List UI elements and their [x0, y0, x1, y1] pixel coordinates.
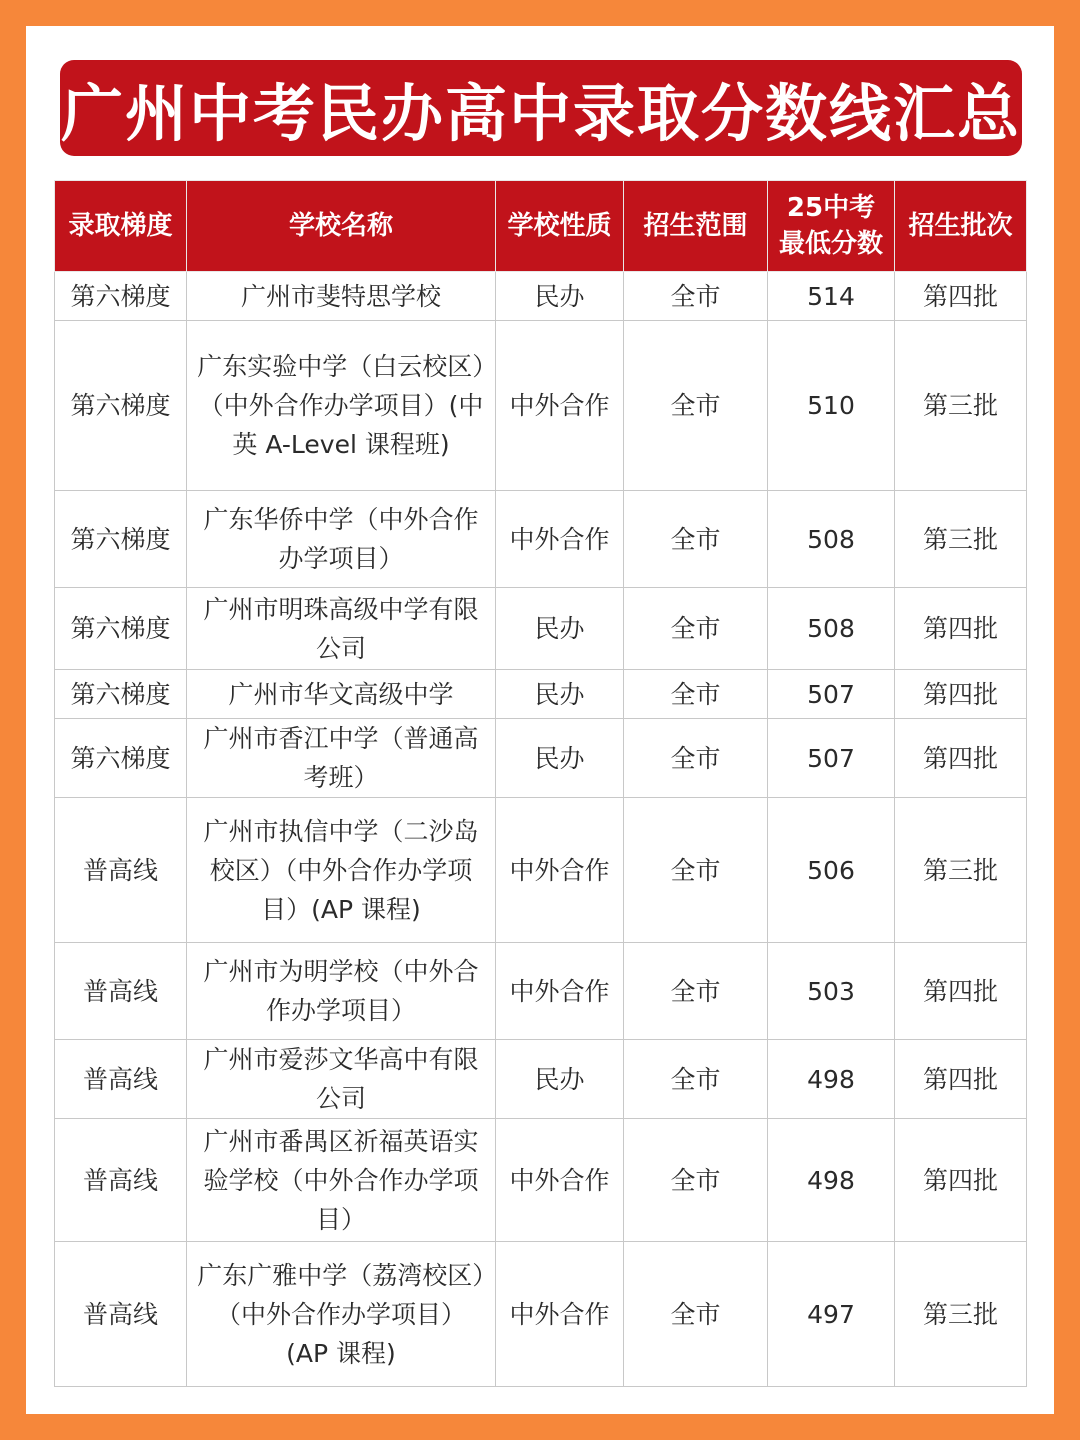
cell-school: 广州市为明学校（中外合作办学项目） [187, 943, 496, 1040]
cell-nature: 中外合作 [496, 321, 624, 491]
cell-batch: 第四批 [895, 670, 1027, 719]
header-tier: 录取梯度 [55, 181, 187, 272]
cell-batch: 第三批 [895, 321, 1027, 491]
cell-batch: 第四批 [895, 588, 1027, 670]
cell-scope: 全市 [624, 719, 768, 798]
cell-nature: 民办 [496, 1040, 624, 1119]
table-row [55, 491, 1027, 588]
cell-tier: 普高线 [55, 1119, 187, 1242]
cell-school: 广州市番禺区祈福英语实验学校（中外合作办学项目） [187, 1119, 496, 1242]
cell-score: 508 [768, 491, 895, 588]
cell-tier: 第六梯度 [55, 321, 187, 491]
cell-scope: 全市 [624, 588, 768, 670]
cell-nature: 中外合作 [496, 1119, 624, 1242]
table-row [55, 670, 1027, 719]
content-card [26, 26, 1054, 1414]
table-row [55, 798, 1027, 943]
header-nature: 学校性质 [496, 181, 624, 272]
cell-school: 广州市香江中学（普通高考班） [187, 719, 496, 798]
cell-scope: 全市 [624, 1040, 768, 1119]
cell-nature: 民办 [496, 670, 624, 719]
header-min-score-line2: 最低分数 [778, 229, 883, 259]
cell-score: 498 [768, 1040, 895, 1119]
cell-school: 广州市执信中学（二沙岛校区）（中外合作办学项目）(AP 课程) [187, 798, 496, 943]
cell-tier: 普高线 [55, 1242, 187, 1387]
title-banner [60, 60, 1022, 156]
cell-scope: 全市 [624, 491, 768, 588]
cell-nature: 中外合作 [496, 491, 624, 588]
cell-nature: 中外合作 [496, 943, 624, 1040]
cell-score: 497 [768, 1242, 895, 1387]
cell-batch: 第四批 [895, 943, 1027, 1040]
cell-school: 广东广雅中学（荔湾校区）（中外合作办学项目）(AP 课程) [187, 1242, 496, 1387]
table-row [55, 588, 1027, 670]
cell-scope: 全市 [624, 321, 768, 491]
cell-score: 507 [768, 719, 895, 798]
cell-score: 508 [768, 588, 895, 670]
cell-batch: 第四批 [895, 1119, 1027, 1242]
cell-batch: 第四批 [895, 272, 1027, 321]
table-row [55, 1040, 1027, 1119]
cell-scope: 全市 [624, 670, 768, 719]
admission-score-table [54, 180, 1027, 1387]
cell-score: 503 [768, 943, 895, 1040]
table-row [55, 272, 1027, 321]
cell-score: 514 [768, 272, 895, 321]
table-row [55, 1119, 1027, 1242]
cell-school: 广州市华文高级中学 [187, 670, 496, 719]
cell-school: 广州市明珠高级中学有限公司 [187, 588, 496, 670]
cell-nature: 中外合作 [496, 1242, 624, 1387]
page-title: 广州中考民办高中录取分数线汇总 [60, 76, 1021, 150]
cell-tier: 第六梯度 [55, 491, 187, 588]
table-row [55, 1242, 1027, 1387]
table-row [55, 321, 1027, 491]
cell-tier: 普高线 [55, 798, 187, 943]
table-row [55, 719, 1027, 798]
cell-scope: 全市 [624, 943, 768, 1040]
cell-batch: 第四批 [895, 1040, 1027, 1119]
header-min-score [768, 181, 895, 272]
cell-school: 广东实验中学（白云校区）（中外合作办学项目）(中英 A-Level 课程班) [187, 321, 496, 491]
header-min-score-line1: 25中考 [786, 193, 876, 223]
cell-school: 广东华侨中学（中外合作办学项目） [187, 491, 496, 588]
cell-score: 506 [768, 798, 895, 943]
cell-nature: 民办 [496, 588, 624, 670]
cell-batch: 第三批 [895, 1242, 1027, 1387]
cell-tier: 第六梯度 [55, 719, 187, 798]
cell-batch: 第三批 [895, 798, 1027, 943]
cell-school: 广州市斐特思学校 [187, 272, 496, 321]
cell-nature: 民办 [496, 272, 624, 321]
cell-nature: 中外合作 [496, 798, 624, 943]
cell-scope: 全市 [624, 1242, 768, 1387]
cell-scope: 全市 [624, 1119, 768, 1242]
header-scope: 招生范围 [624, 181, 768, 272]
cell-tier: 普高线 [55, 1040, 187, 1119]
cell-batch: 第四批 [895, 719, 1027, 798]
cell-tier: 第六梯度 [55, 588, 187, 670]
cell-score: 510 [768, 321, 895, 491]
cell-nature: 民办 [496, 719, 624, 798]
cell-school: 广州市爱莎文华高中有限公司 [187, 1040, 496, 1119]
cell-score: 498 [768, 1119, 895, 1242]
cell-tier: 第六梯度 [55, 670, 187, 719]
cell-batch: 第三批 [895, 491, 1027, 588]
table-row [55, 943, 1027, 1040]
cell-score: 507 [768, 670, 895, 719]
cell-tier: 第六梯度 [55, 272, 187, 321]
header-batch: 招生批次 [895, 181, 1027, 272]
cell-scope: 全市 [624, 798, 768, 943]
header-school: 学校名称 [187, 181, 496, 272]
table-header-row [55, 181, 1027, 272]
cell-tier: 普高线 [55, 943, 187, 1040]
cell-scope: 全市 [624, 272, 768, 321]
